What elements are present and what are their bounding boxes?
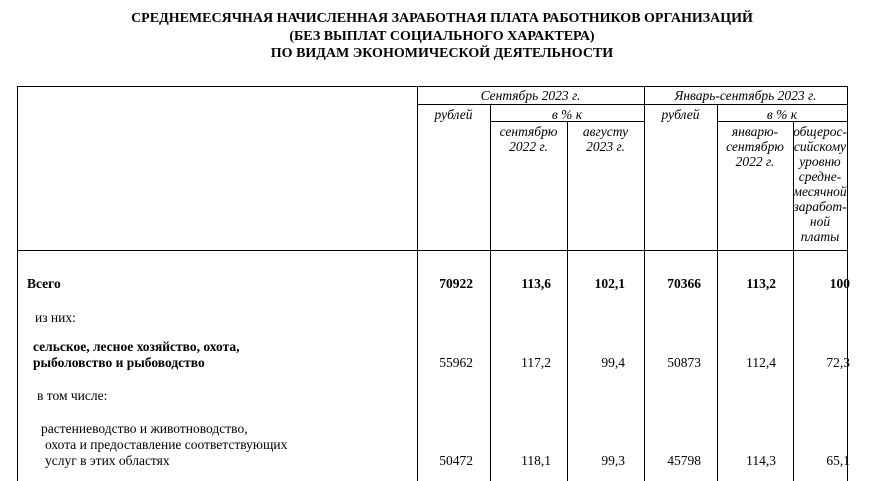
row-crop-pct-jan-sep2022: 114,3 <box>746 453 776 468</box>
header-group-september: Сентябрь 2023 г. <box>480 88 581 103</box>
including-label: в том числе: <box>37 388 108 403</box>
row-total-rubles-jan-sep: 70366 <box>667 276 701 291</box>
row-crop-label-2: охота и предоставление соответствующих <box>45 437 288 452</box>
row-crop-pct-aug2023: 99,3 <box>601 453 625 468</box>
header-group-jan-sep: Январь-сентябрь 2023 г. <box>674 88 817 103</box>
header-pct-of-2: в % к <box>766 107 798 122</box>
header-group-divider <box>417 104 847 105</box>
row-total-pct-sep2022: 113,6 <box>521 276 551 291</box>
row-crop-rubles-sep: 50472 <box>439 453 473 468</box>
row-agri-pct-sep2022: 117,2 <box>521 355 551 370</box>
header-vs-jan-sep-2022: январю- сентябрю 2022 г. <box>726 124 784 169</box>
row-agri-rubles-sep: 55962 <box>439 355 473 370</box>
row-total-pct-national: 100 <box>829 276 850 291</box>
title-line-3: ПО ВИДАМ ЭКОНОМИЧЕСКОЙ ДЕЯТЕЛЬНОСТИ <box>270 46 614 61</box>
row-agri-label-1: сельское, лесное хозяйство, охота, <box>33 339 240 354</box>
title-line-2: (БЕЗ ВЫПЛАТ СОЦИАЛЬНОГО ХАРАКТЕРА) <box>289 28 595 44</box>
row-agri-label-2: рыболовство и рыбоводство <box>33 355 205 370</box>
row-total-label: Всего <box>27 276 61 291</box>
row-crop-label-3: услуг в этих областях <box>45 453 170 468</box>
header-rubles-1: рублей <box>434 107 473 122</box>
row-crop-label-1: растениеводство и животноводство, <box>41 421 248 436</box>
header-vs-national-avg: общерос- сийскому уровню средне- месячной заработ- ной платы <box>793 124 847 244</box>
row-total-pct-aug2023: 102,1 <box>594 276 625 291</box>
col-divider-1 <box>490 104 491 481</box>
row-total-pct-jan-sep2022: 113,2 <box>746 276 776 291</box>
header-vs-aug-2023: августу 2023 г. <box>582 124 629 154</box>
table-top-border <box>17 86 847 87</box>
row-crop-pct-sep2022: 118,1 <box>521 453 551 468</box>
title-line-1: СРЕДНЕМЕСЯЧНАЯ НАЧИСЛЕННАЯ ЗАРАБОТНАЯ ПЛАТА РАБОТНИКОВ ОРГАНИЗАЦИЙ <box>131 11 753 26</box>
row-agri-pct-aug2023: 99,4 <box>601 355 625 370</box>
row-agri-pct-jan-sep2022: 112,4 <box>746 355 776 370</box>
row-total-rubles-sep: 70922 <box>439 276 473 291</box>
row-crop-pct-national: 65,1 <box>826 453 850 468</box>
header-bottom-border <box>17 250 847 251</box>
row-agri-pct-national: 72,3 <box>826 355 850 370</box>
col-divider-2 <box>567 121 568 481</box>
header-pct-of-1: в % к <box>551 107 583 122</box>
of-which-label: из них: <box>35 310 76 325</box>
header-rubles-2: рублей <box>661 107 700 122</box>
row-agri-rubles-jan-sep: 50873 <box>667 355 701 370</box>
row-crop-rubles-jan-sep: 45798 <box>667 453 701 468</box>
header-vs-sep-2022: сентябрю 2022 г. <box>499 124 558 154</box>
table-left-border <box>17 86 18 481</box>
